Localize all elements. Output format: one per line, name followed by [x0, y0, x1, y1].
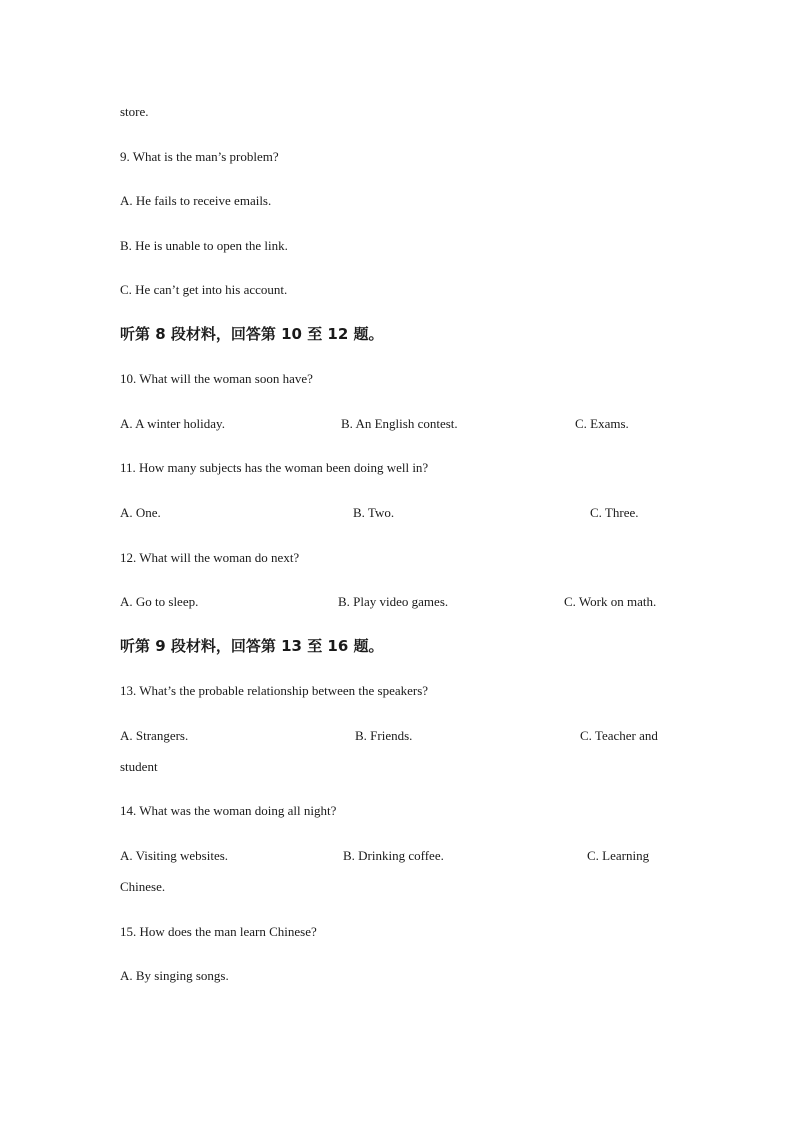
section-8-heading: 听第 8 段材料，回答第 10 至 12 题。 [120, 325, 384, 343]
question-14-option-b: B. Drinking coffee. [343, 848, 444, 863]
question-15: 15. How does the man learn Chinese? [120, 924, 317, 939]
question-10: 10. What will the woman soon have? [120, 371, 313, 386]
question-14-option-c-wrap: Chinese. [120, 879, 166, 894]
continued-text: store. [120, 104, 149, 119]
question-13-option-a: A. Strangers. [120, 728, 189, 743]
question-13: 13. What’s the probable relationship between the speakers? [120, 683, 429, 698]
question-12-option-b: B. Play video games. [338, 594, 449, 609]
question-12-option-c: C. Work on math. [564, 594, 657, 609]
question-11-option-a: A. One. [120, 505, 161, 520]
question-9-option-c: C. He can’t get into his account. [120, 282, 288, 297]
question-9-option-a: A. He fails to receive emails. [120, 193, 272, 208]
question-14: 14. What was the woman doing all night? [120, 803, 337, 818]
question-10-option-c: C. Exams. [575, 416, 629, 431]
question-13-option-c: C. Teacher and [580, 728, 658, 743]
question-12-option-a: A. Go to sleep. [120, 594, 199, 609]
question-15-option-a: A. By singing songs. [120, 968, 229, 983]
question-11-option-b: B. Two. [353, 505, 395, 520]
question-11: 11. How many subjects has the woman been doing well in? [120, 460, 429, 475]
question-10-option-b: B. An English contest. [341, 416, 458, 431]
question-9: 9. What is the man’s problem? [120, 149, 279, 164]
question-13-option-c-wrap: student [120, 759, 158, 774]
section-9-heading: 听第 9 段材料，回答第 13 至 16 题。 [120, 637, 384, 655]
question-14-option-a: A. Visiting websites. [120, 848, 229, 863]
question-11-option-c: C. Three. [590, 505, 639, 520]
question-13-option-b: B. Friends. [355, 728, 413, 743]
question-10-option-a: A. A winter holiday. [120, 416, 225, 431]
question-9-option-b: B. He is unable to open the link. [120, 238, 288, 253]
question-14-option-c: C. Learning [587, 848, 650, 863]
question-12: 12. What will the woman do next? [120, 550, 300, 565]
